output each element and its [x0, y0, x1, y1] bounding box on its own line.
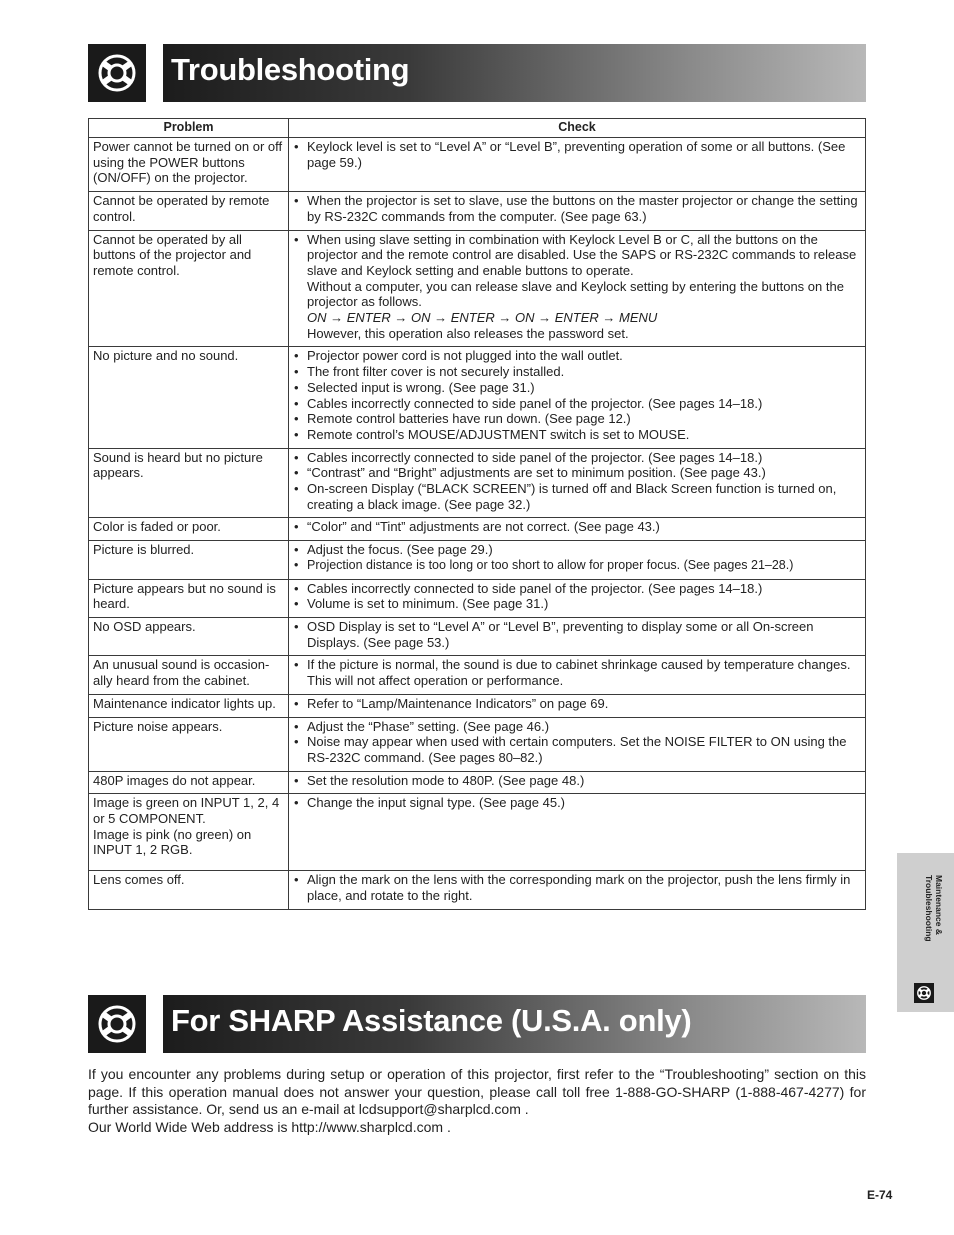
troubleshooting-table	[88, 118, 866, 910]
check-item: • Adjust the “Phase” setting. (See page 46.)	[294, 718, 550, 734]
side-tab	[897, 853, 954, 1012]
check-cell	[289, 771, 866, 794]
check-item: • On-screen Display (“BLACK SCREEN”) is turned off and Black Screen function is turned on, creating a black image. (See page 32.)	[294, 481, 837, 512]
check-cell	[289, 347, 866, 448]
section-title: For SHARP Assistance (U.S.A. only)	[171, 1003, 692, 1038]
check-item: • OSD Display is set to “Level A” or “Level B”, preventing to display some or all On-screen Displays. (See page 53.)	[294, 618, 814, 650]
table-row	[89, 518, 866, 541]
check-cell	[289, 192, 866, 230]
page-number: E-74	[867, 1188, 893, 1202]
table-row	[89, 541, 866, 579]
assistance-paragraph: If you encounter any problems during setup or operation of this projector, first refer to the “Troubleshooting” section on this page. If this operation manual does not answer your question, please call toll free 1-888-GO-SHARP (1-888-467-4277) for further assistance. Or, send us an e-mail at lcdsupport@sharplcd.com .	[88, 1066, 866, 1117]
problem-cell: Lens comes off.	[89, 871, 289, 909]
check-item: • Adjust the focus. (See page 29.)	[294, 542, 493, 558]
check-item: • “Color” and “Tint” adjustments are not correct. (See page 43.)	[294, 519, 660, 535]
lifebuoy-icon	[88, 44, 146, 102]
check-item: • When using slave setting in combination with Keylock Level B or C, all the buttons on the projector and the remote control are disabled. Use the SAPS or RS-232C commands to release slave and Keylock setting and enable buttons to operate. Without a computer, you can release slave and Keylock setting by entering the buttons on the projector as follows. ON → ENTER → ON → ENTER → ON → ENTER → MENU However, this operation also releases the password set.	[294, 231, 857, 341]
section-title-bar	[163, 995, 866, 1053]
problem-cell: 480P images do not appear.	[89, 771, 289, 794]
check-cell	[289, 617, 866, 655]
lifebuoy-icon	[914, 983, 934, 1003]
check-cell	[289, 448, 866, 518]
problem-cell: No OSD appears.	[89, 617, 289, 655]
check-item: • “Contrast” and “Bright” adjustments are set to minimum position. (See page 43.)	[294, 465, 766, 481]
check-cell	[289, 694, 866, 717]
problem-column-header: Problem	[89, 119, 289, 138]
check-item: • When the projector is set to slave, use the buttons on the master projector or change the setting by RS-232C commands from the computer. (See page 63.)	[294, 193, 858, 224]
problem-cell: Sound is heard but no picture appears.	[89, 448, 289, 518]
table-row	[89, 579, 866, 617]
button-sequence: ON → ENTER → ON → ENTER → ON → ENTER → MENU	[307, 310, 658, 326]
check-cell	[289, 518, 866, 541]
check-cell	[289, 717, 866, 771]
section-title-bar	[163, 44, 866, 102]
check-item: • Selected input is wrong. (See page 31.)	[294, 379, 535, 395]
check-cell	[289, 138, 866, 192]
table-row	[89, 138, 866, 192]
problem-cell: No picture and no sound.	[89, 347, 289, 448]
problem-cell: Picture appears but no sound is heard.	[89, 579, 289, 617]
web-address-line: Our World Wide Web address is http://www.sharplcd.com .	[88, 1118, 451, 1135]
check-column-header: Check	[289, 119, 866, 138]
check-item: • Cables incorrectly connected to side panel of the projector. (See pages 14–18.)	[294, 449, 763, 465]
check-item: • Remote control’s MOUSE/ADJUSTMENT switch is set to MOUSE.	[294, 426, 690, 442]
check-item: • Volume is set to minimum. (See page 31.)	[294, 596, 549, 612]
check-item: • Projection distance is too long or too short to allow for proper focus. (See pages 21–28.)	[294, 557, 794, 572]
table-row	[89, 694, 866, 717]
problem-cell: An unusual sound is occasion-ally heard from the cabinet.	[89, 656, 289, 694]
table-header-row	[89, 119, 866, 138]
problem-cell: Image is green on INPUT 1, 2, 4 or 5 COMPONENT. Image is pink (no green) on INPUT 1, 2 RGB.	[89, 794, 289, 871]
table-row	[89, 617, 866, 655]
table-row	[89, 192, 866, 230]
assistance-text	[88, 1066, 866, 1136]
check-cell	[289, 541, 866, 579]
table-row	[89, 448, 866, 518]
problem-cell: Cannot be operated by remote control.	[89, 192, 289, 230]
table-row	[89, 230, 866, 347]
assistance-header	[88, 995, 866, 1053]
check-item: • The front filter cover is not securely installed.	[294, 364, 565, 380]
problem-cell: Cannot be operated by all buttons of the projector and remote control.	[89, 230, 289, 347]
check-item: • Noise may appear when used with certain computers. Set the NOISE FILTER to ON using the RS-232C command. (See pages 80–82.)	[294, 734, 847, 765]
problem-cell: Picture is blurred.	[89, 541, 289, 579]
table-row	[89, 771, 866, 794]
check-item: • Remote control batteries have run down. (See page 12.)	[294, 411, 631, 427]
check-item: • Set the resolution mode to 480P. (See page 48.)	[294, 772, 585, 788]
table-row	[89, 794, 866, 871]
check-item: • Keylock level is set to “Level A” or “Level B”, preventing operation of some or all buttons. (See page 59.)	[294, 139, 846, 170]
lifebuoy-icon	[88, 995, 146, 1053]
check-extra-text: However, this operation also releases the password set.	[307, 325, 629, 341]
check-item: • Cables incorrectly connected to side panel of the projector. (See pages 14–18.)	[294, 395, 763, 411]
check-item: • Cables incorrectly connected to side panel of the projector. (See pages 14–18.)	[294, 580, 763, 596]
check-item: • If the picture is normal, the sound is due to cabinet shrinkage caused by temperature changes. This will not affect operation or performance.	[294, 657, 851, 689]
table-row	[89, 656, 866, 694]
problem-cell: Picture noise appears.	[89, 717, 289, 771]
section-title: Troubleshooting	[171, 52, 410, 87]
check-item: • Align the mark on the lens with the corresponding mark on the projector, push the lens firmly in place, and rotate to the right.	[294, 872, 851, 903]
problem-cell: Power cannot be turned on or off using the POWER buttons (ON/OFF) on the projector.	[89, 138, 289, 192]
check-item: • Projector power cord is not plugged into the wall outlet.	[294, 348, 623, 364]
check-cell	[289, 230, 866, 347]
check-cell	[289, 794, 866, 871]
problem-cell: Color is faded or poor.	[89, 518, 289, 541]
check-item: • Change the input signal type. (See page 45.)	[294, 795, 566, 811]
table-row	[89, 871, 866, 909]
check-item: • Refer to “Lamp/Maintenance Indicators” on page 69.	[294, 695, 609, 711]
table-row	[89, 717, 866, 771]
check-cell	[289, 579, 866, 617]
check-cell	[289, 656, 866, 694]
side-tab-label: Maintenance & Troubleshooting	[924, 875, 944, 942]
table-row	[89, 347, 866, 448]
check-cell	[289, 871, 866, 909]
check-extra-text: Without a computer, you can release slave and Keylock setting by entering the buttons on the projector as follows.	[307, 278, 844, 310]
troubleshooting-header	[88, 44, 866, 102]
problem-cell: Maintenance indicator lights up.	[89, 694, 289, 717]
